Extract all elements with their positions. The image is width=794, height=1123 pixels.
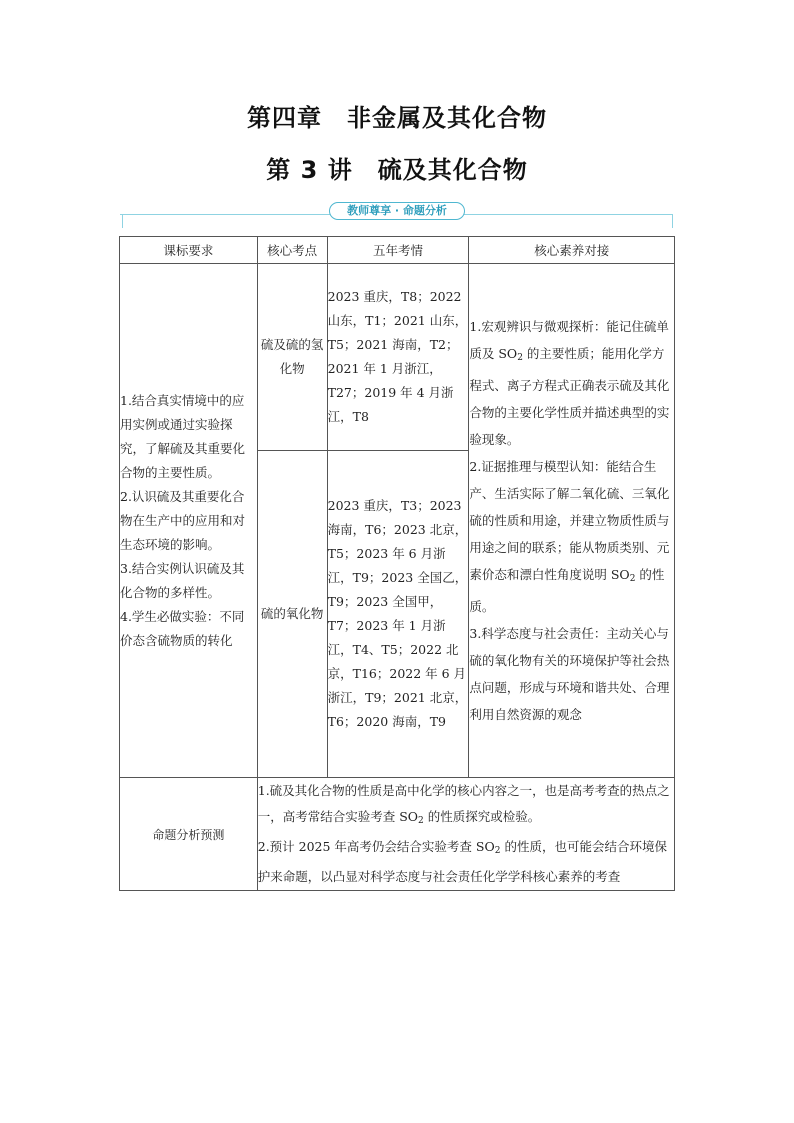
literacy-item-3: 3.科学态度与社会责任：主动关心与硫的氧化物有关的环境保护等社会热点问题，形成与环境和谐共处、合理利用自然资源的观念 xyxy=(469,626,670,722)
curriculum-item: 1.结合真实情境中的应用实例或通过实验探究，了解硫及其重要化合物的主要性质。 xyxy=(120,392,246,480)
header-curriculum: 课标要求 xyxy=(120,237,258,264)
header-core-literacy: 核心素养对接 xyxy=(469,237,675,264)
prediction-label: 命题分析预测 xyxy=(120,778,258,891)
exam-list: 2023 重庆，T8；2022 山东，T1；2021 山东，T5；2021 海南，T2；2021 年 1 月浙江，T27；2019 年 4 月浙江，T8 xyxy=(327,289,468,424)
topic-cell xyxy=(257,451,327,778)
literacy-cell xyxy=(469,264,675,778)
table-row xyxy=(120,264,675,451)
curriculum-cell xyxy=(120,264,258,778)
prediction-row xyxy=(120,778,675,891)
banner-label: 教师尊享 · 命题分析 xyxy=(329,202,465,220)
section-banner xyxy=(120,200,673,230)
curriculum-item: 4.学生必做实验：不同价态含硫物质的转化 xyxy=(120,608,245,648)
analysis-table xyxy=(119,236,675,891)
literacy-item-1: 1.宏观辨识与微观探析：能记住硫单质及 $SO_2$ 的主要性质；能用化学方程式、离子方程式正确表示硫及其化合物的主要化学性质并描述典型的实验现象。 xyxy=(469,319,670,447)
prediction-item-2: 2.预计 2025 年高考仍会结合实验考查 $SO_2$ 的性质，也可能会结合环境保护来命题，以凸显对科学态度与社会责任化学学科核心素养的考查 xyxy=(257,839,667,884)
lecture-title: 第 3 讲 硫及其化合物 xyxy=(266,156,528,184)
prediction-cell xyxy=(257,778,674,891)
exam-list: 2023 重庆，T3；2023 海南，T6；2023 北京，T5；2023 年 6 月浙江，T9；2023 全国乙，T9；2023 全国甲，T7；2023 年 1 月浙江，T4、T5；2022 北京，T16；2022 年 6 月浙江，T9；2021 北京，T6；2020 海南，T9 xyxy=(327,498,468,729)
exam-cell xyxy=(327,264,469,451)
prediction-item-1: 1.硫及其化合物的性质是高中化学的核心内容之一，也是高考考查的热点之一，高考常结合实验考查 $SO_2$ 的性质探究或检验。 xyxy=(257,783,670,826)
topic-label: 硫的氧化物 xyxy=(260,606,324,621)
table-header-row xyxy=(120,237,675,264)
chapter-title: 第四章 非金属及其化合物 xyxy=(247,104,547,132)
topic-cell xyxy=(257,264,327,451)
header-core-topic: 核心考点 xyxy=(257,237,327,264)
topic-label: 硫及硫的氢化物 xyxy=(260,337,324,376)
exam-cell xyxy=(327,451,469,778)
literacy-item-2: 2.证据推理与模型认知：能结合生产、生活实际了解二氧化硫、三氧化硫的性质和用途，并建立物质性质与用途之间的联系；能从物质类别、元素价态和漂白性角度说明 $SO_2$ 的性质。 xyxy=(469,459,670,614)
curriculum-item: 3.结合实例认识硫及其化合物的多样性。 xyxy=(120,560,245,600)
header-exam-history: 五年考情 xyxy=(327,237,469,264)
curriculum-item: 2.认识硫及其重要化合物在生产中的应用和对生态环境的影响。 xyxy=(120,488,246,552)
